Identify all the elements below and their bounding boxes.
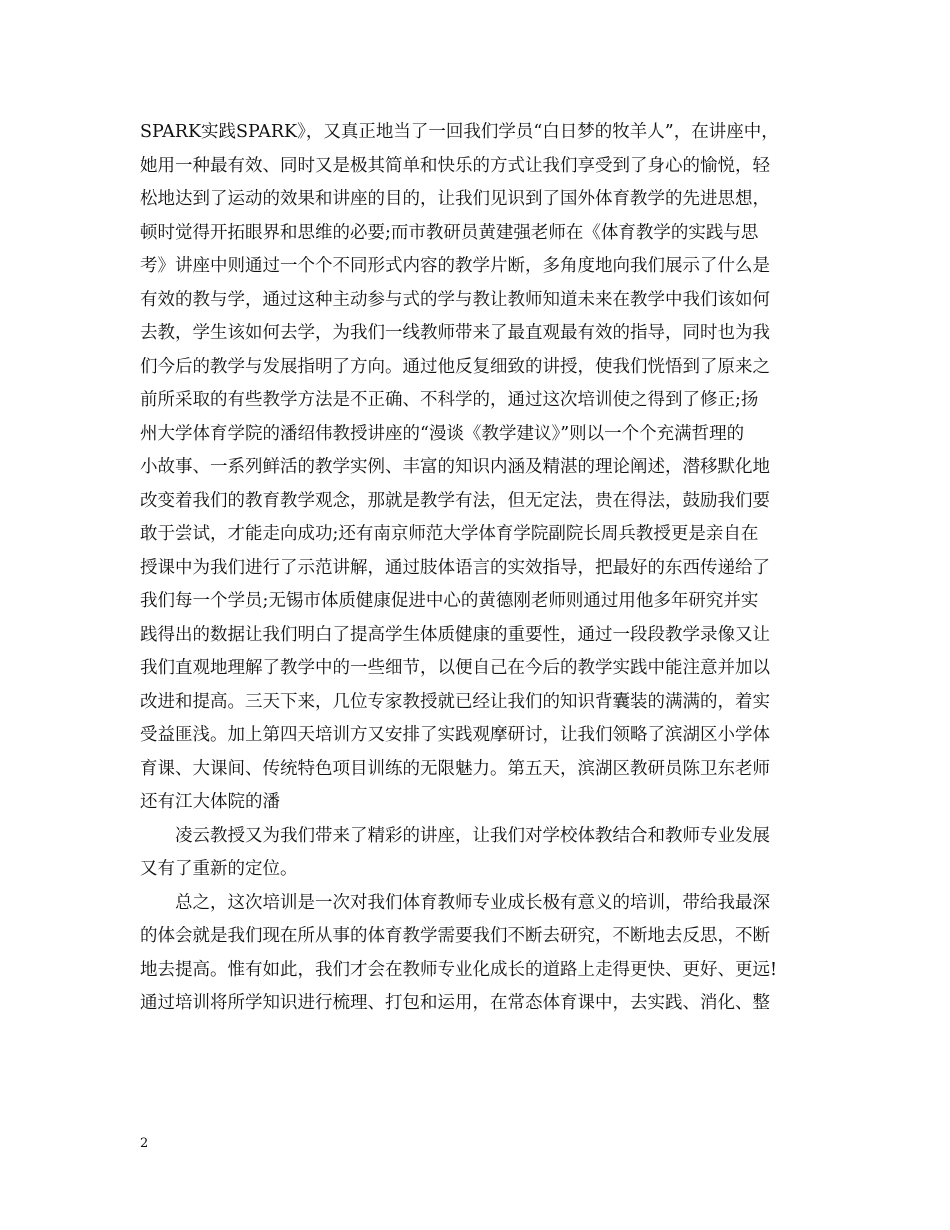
text-line: 还有江大体院的潘 xyxy=(140,792,280,812)
text-line: 小故事、一系列鲜活的教学实例、丰富的知识内涵及精湛的理论阐述，潜移默化地 xyxy=(140,457,770,477)
paragraph xyxy=(140,887,820,1021)
text-line: 总之，这次培训是一次对我们体育教师专业成长极有意义的培训，带给我最深 xyxy=(175,892,770,913)
paragraph xyxy=(140,820,820,887)
text-line: 她用一种最有效、同时又是极其简单和快乐的方式让我们享受到了身心的愉悦，轻 xyxy=(140,155,770,176)
text-line: 去教，学生该如何去学，为我们一线教师带来了最直观最有效的指导，同时也为我 xyxy=(140,323,770,343)
text-line: 通过培训将所学知识进行梳理、打包和运用，在常态体育课中，去实践、消化、整 xyxy=(140,993,770,1013)
text-line: 改变着我们的教育教学观念，那就是教学有法，但无定法，贵在得法，鼓励我们要 xyxy=(140,490,770,511)
text-line: 们今后的教学与发展指明了方向。通过他反复细致的讲授，使我们恍悟到了原来之 xyxy=(140,356,770,377)
text-line: 州大学体育学院的潘绍伟教授讲座的“漫谈《教学建议》”则以一个个充满哲理的 xyxy=(140,423,745,444)
text-line: 践得出的数据让我们明白了提高学生体质健康的重要性，通过一段段教学录像又让 xyxy=(140,624,770,645)
page-number: 2 xyxy=(140,1136,149,1151)
text-line: 地去提高。惟有如此，我们才会在教师专业化成长的道路上走得更快、更好、更远! xyxy=(140,959,778,980)
text-line: SPARK实践SPARK》，又真正地当了一回我们学员“白日梦的牧羊人”，在讲座中， xyxy=(140,122,779,142)
body-text xyxy=(140,116,820,1021)
text-line: 我们每一个学员;无锡市体质健康促进中心的黄德刚老师则通过用他多年研究并实 xyxy=(140,591,759,611)
text-line: 考》讲座中则通过一个个不同形式内容的教学片断，多角度地向我们展示了什么是 xyxy=(140,256,770,276)
text-line: 的体会就是我们现在所从事的体育教学需要我们不断去研究，不断地去反思，不断 xyxy=(140,926,770,946)
paragraph xyxy=(140,116,820,820)
text-line: 改进和提高。三天下来，几位专家教授就已经让我们的知识背囊装的满满的，着实 xyxy=(140,691,770,712)
text-line: 有效的教与学，通过这种主动参与式的学与教让教师知道未来在教学中我们该如何 xyxy=(140,289,770,310)
text-line: 授课中为我们进行了示范讲解，通过肢体语言的实效指导，把最好的东西传递给了 xyxy=(140,557,770,578)
text-line: 育课、大课间、传统特色项目训练的无限魅力。第五天，滨湖区教研员陈卫东老师 xyxy=(140,758,770,779)
text-line: 敢于尝试，才能走向成功;还有南京师范大学体育学院副院长周兵教授更是亲自在 xyxy=(140,524,759,544)
text-line: 前所采取的有些教学方法是不正确、不科学的，通过这次培训使之得到了修正;扬 xyxy=(140,390,759,410)
text-line: 我们直观地理解了教学中的一些细节，以便自己在今后的教学实践中能注意并加以 xyxy=(140,658,770,678)
text-line: 顿时觉得开拓眼界和思维的必要;而市教研员黄建强老师在《体育教学的实践与思 xyxy=(140,222,759,243)
text-line: 松地达到了运动的效果和讲座的目的，让我们见识到了国外体育教学的先进思想， xyxy=(140,189,770,209)
text-line: 受益匪浅。加上第四天培训方又安排了实践观摩研讨，让我们领略了滨湖区小学体 xyxy=(140,725,770,745)
text-line: 又有了重新的定位。 xyxy=(140,859,298,879)
text-line: 凌云教授又为我们带来了精彩的讲座，让我们对学校体教结合和教师专业发展 xyxy=(175,825,770,846)
